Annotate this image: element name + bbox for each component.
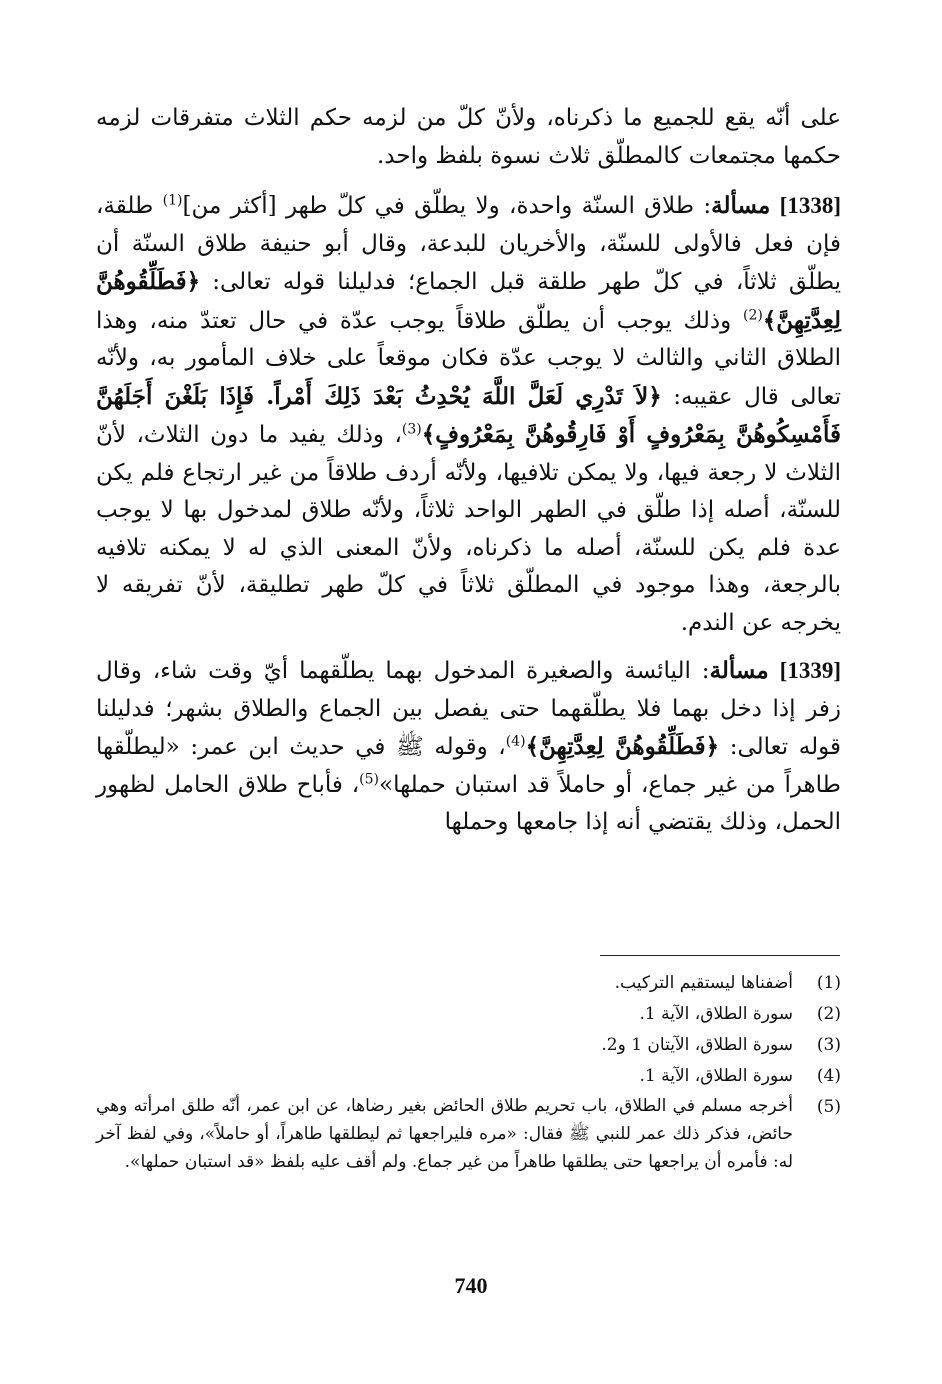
main-text xyxy=(96,100,841,852)
footnote-divider xyxy=(600,955,840,956)
footnote-text: سورة الطلاق، الآيتان 1 و2. xyxy=(601,1035,793,1055)
quran-verse: ﴿فَطَلِّقُوهُنَّ لِعِدَّتِهِنَّ﴾ xyxy=(525,733,720,760)
footnote-item xyxy=(96,1061,841,1092)
footnote-reference[interactable]: (5) xyxy=(359,770,379,787)
footnote-text: أخرجه مسلم في الطلاق، باب تحريم طلاق الحائض بغير رضاها، عن ابن عمر، أنّه طلق امرأته وهي حائض، فذكر ذلك عمر للنبي ﷺ فقال: «مره فليراجعها ثم ليطلقها طاهراً، أو حاملاً»، وفي لفظ آخر له: فأمره أن يراجعها حتى يطلقها طاهراً من غير جماع. ولم أقف عليه بلفظ «قد استبان حملها». xyxy=(96,1096,793,1172)
issue-label: مسألة xyxy=(709,657,769,684)
footnote-text: سورة الطلاق، الآية 1. xyxy=(639,1004,793,1024)
issue-text: ، وقوله ﷺ في حديث ابن عمر: «ليطلّقها طاهراً من غير جماع، أو حاملاً قد استبان حملها» xyxy=(96,734,841,798)
issue-1338-paragraph xyxy=(96,187,841,642)
footnote-number: (5) xyxy=(816,1097,841,1117)
issue-number: [1339] xyxy=(779,658,841,683)
issue-1339-paragraph xyxy=(96,652,841,842)
issue-text: وذلك يوجب أن يطلّق طلاقاً يوجب عدّة في حال تعتدّ منه، وهذا الطلاق الثاني والثالث لا يوجب عدّة فكان موقعاً على خلاف المأمور به، ولأنّه تعالى قال عقيبه: xyxy=(96,307,841,410)
footnote-item xyxy=(96,968,841,999)
issue-text: : طلاق السنّة واحدة، ولا يطلّق في كلّ طهر [أكثر من] xyxy=(182,193,712,219)
issue-text: : اليائسة والصغيرة المدخول بهما يطلّقهما أيّ وقت شاء، وقال زفر إذا دخل بهما فلا يطلّقهما حتى يفصل بين الجماع والطلاق بشهر؛ فدليلنا قوله تعالى: xyxy=(96,658,841,760)
issue-label: مسألة xyxy=(711,192,771,219)
issue-text: ، فأباح طلاق الحامل لظهور الحمل، وذلك يقتضي أنه إذا جامعها وحملها xyxy=(96,771,841,835)
footnote-number: (3) xyxy=(816,1035,841,1055)
footnote-reference[interactable]: (1) xyxy=(162,192,183,209)
footnote-reference[interactable]: (3) xyxy=(401,421,422,438)
footnote-item xyxy=(96,1030,841,1061)
intro-paragraph: على أنّه يقع للجميع ما ذكرناه، ولأنّ كلّ من لزمه حكم الثلاث متفرقات لزمه حكمها مجتمعات كالمطلّق ثلاث نسوة بلفظ واحد. xyxy=(96,105,841,169)
page-number: 740 xyxy=(454,1273,488,1298)
footnote-item xyxy=(96,1092,841,1176)
footnotes xyxy=(96,968,841,1176)
issue-text: طلقة، فإن فعل فالأولى للسنّة، والأخريان للبدعة، وقال أبو حنيفة طلاق السنّة أن يطلّق ثلاثاً، في كلّ طهر طلقة قبل الجماع؛ فدليلنا قوله تعالى: xyxy=(96,193,841,295)
issue-text: ، وذلك يفيد ما دون الثلاث، لأنّ الثلاث لا رجعة فيها، ولا يمكن تلافيها، ولأنّه أردف طلاقاً من غير ارتجاع فلم يكن للسنّة، أصله إذا طلّق في الطهر الواحد ثلاثاً، ولأنّه طلاق لمدخول بها لا يوجب عدة فلم يكن للسنّة، أصله ما ذكرناه، ولأنّ المعنى الذي له لا يمكنه تلافيه بالرجعة، وهذا موجود في المطلّق ثلاثاً في كلّ طهر تطليقة، لأنّ تفريقه لا يخرجه عن الندم. xyxy=(96,422,841,636)
footnote-reference[interactable]: (2) xyxy=(742,306,763,323)
footnote-text: سورة الطلاق، الآية 1. xyxy=(639,1066,793,1086)
quran-verse: ﴿فَطَلِّقُوهُنَّ لِعِدَّتِهِنَّ﴾ xyxy=(96,268,841,334)
footnote-number: (4) xyxy=(816,1066,841,1086)
footnote-number: (2) xyxy=(816,1004,841,1024)
footnote-item xyxy=(96,999,841,1030)
footnote-reference[interactable]: (4) xyxy=(505,733,526,750)
issue-number: [1338] xyxy=(779,193,841,218)
footnote-text: أضفناها ليستقيم التركيب. xyxy=(614,973,793,993)
footnote-number: (1) xyxy=(816,973,841,993)
quran-verse: ﴿لاَ تَدْرِي لَعَلَّ اللَّهَ يُحْدِثُ بَعْدَ ذَلِكَ أَمْراً. فَإِذَا بَلَغْنَ أَجَلَهُنَّ فَأَمْسِكُوهُنَّ بِمَعْرُوفٍ أَوْ فَارِقُوهُنَّ بِمَعْرُوفٍ﴾ xyxy=(96,382,842,448)
